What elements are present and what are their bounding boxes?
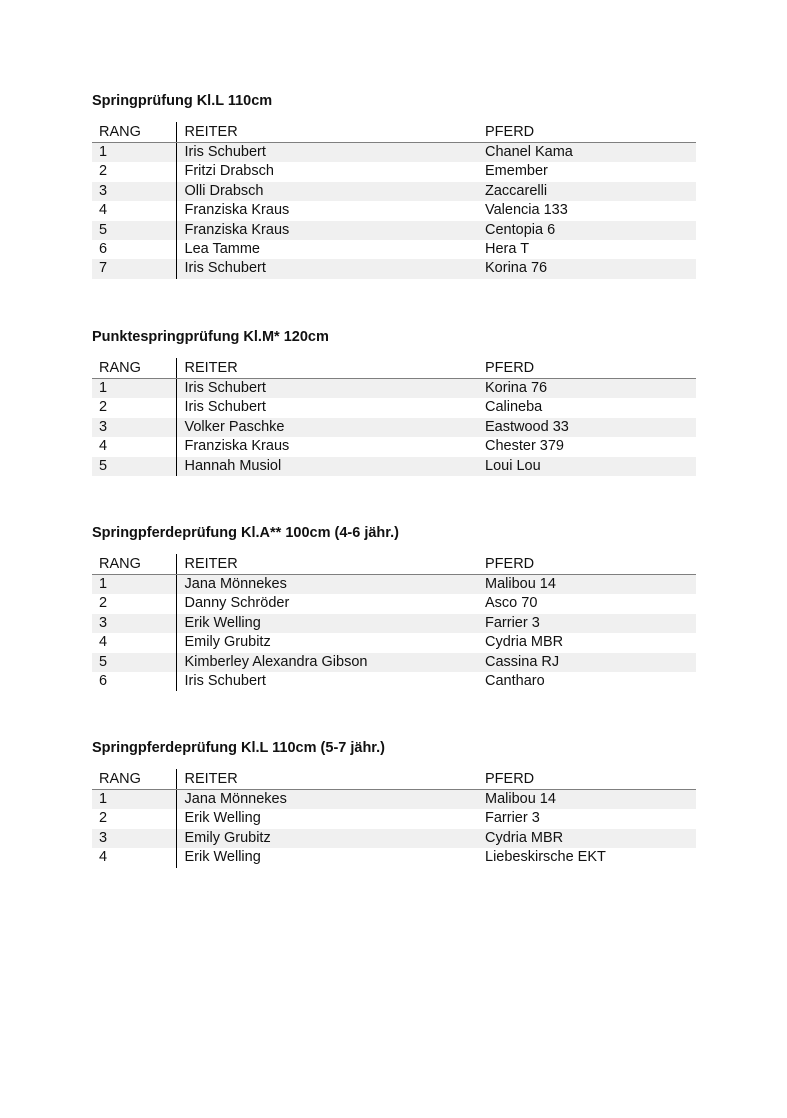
cell-reiter: Danny Schröder: [176, 594, 478, 613]
cell-pferd: Cydria MBR: [478, 633, 696, 652]
cell-rang: 3: [92, 182, 176, 201]
cell-pferd: Cassina RJ: [478, 653, 696, 672]
table-row: [92, 848, 696, 867]
results-section: [92, 739, 696, 866]
cell-pferd: Cantharo: [478, 672, 696, 691]
cell-rang: 4: [92, 633, 176, 652]
column-header-pferd: PFERD: [478, 358, 696, 379]
cell-pferd: Korina 76: [478, 379, 696, 399]
cell-reiter: Kimberley Alexandra Gibson: [176, 653, 478, 672]
section-title: Springprüfung Kl.L 110cm: [92, 93, 273, 109]
table-row: [92, 457, 696, 476]
cell-reiter: Jana Mönnekes: [176, 575, 478, 595]
table-header-row: [92, 769, 696, 790]
column-header-reiter: REITER: [176, 358, 478, 379]
column-header-rang: RANG: [92, 769, 176, 790]
cell-reiter: Iris Schubert: [176, 259, 478, 278]
cell-pferd: Loui Lou: [478, 457, 696, 476]
section-title: Springpferdeprüfung Kl.A** 100cm (4-6 jähr.): [92, 525, 399, 541]
cell-pferd: Eastwood 33: [478, 418, 696, 437]
cell-pferd: Valencia 133: [478, 201, 696, 220]
table-row: [92, 398, 696, 417]
results-table: [92, 769, 696, 868]
table-row: [92, 790, 696, 810]
cell-reiter: Franziska Kraus: [176, 437, 478, 456]
cell-pferd: Korina 76: [478, 259, 696, 278]
cell-rang: 6: [92, 672, 176, 691]
cell-rang: 4: [92, 848, 176, 867]
cell-rang: 2: [92, 594, 176, 613]
column-header-rang: RANG: [92, 358, 176, 379]
results-table: [92, 554, 696, 691]
cell-pferd: Zaccarelli: [478, 182, 696, 201]
cell-rang: 1: [92, 143, 176, 163]
cell-rang: 3: [92, 614, 176, 633]
table-row: [92, 594, 696, 613]
column-header-pferd: PFERD: [478, 122, 696, 143]
column-header-reiter: REITER: [176, 122, 478, 143]
cell-rang: 1: [92, 379, 176, 399]
cell-reiter: Emily Grubitz: [176, 829, 478, 848]
table-row: [92, 221, 696, 240]
cell-pferd: Farrier 3: [478, 809, 696, 828]
section-title: Springpferdeprüfung Kl.L 110cm (5-7 jähr.): [92, 740, 386, 756]
cell-pferd: Centopia 6: [478, 221, 696, 240]
results-section: [92, 524, 696, 690]
cell-reiter: Erik Welling: [176, 809, 478, 828]
results-table: [92, 122, 696, 279]
cell-reiter: Iris Schubert: [176, 143, 478, 163]
cell-reiter: Emily Grubitz: [176, 633, 478, 652]
cell-pferd: Liebeskirsche EKT: [478, 848, 696, 867]
cell-reiter: Erik Welling: [176, 614, 478, 633]
cell-reiter: Jana Mönnekes: [176, 790, 478, 810]
table-row: [92, 143, 696, 163]
table-row: [92, 418, 696, 437]
cell-pferd: Calineba: [478, 398, 696, 417]
table-row: [92, 379, 696, 399]
cell-rang: 2: [92, 398, 176, 417]
table-row: [92, 575, 696, 595]
table-row: [92, 162, 696, 181]
cell-pferd: Malibou 14: [478, 575, 696, 595]
cell-pferd: Chanel Kama: [478, 143, 696, 163]
cell-reiter: Hannah Musiol: [176, 457, 478, 476]
cell-reiter: Franziska Kraus: [176, 201, 478, 220]
cell-rang: 1: [92, 790, 176, 810]
cell-rang: 4: [92, 201, 176, 220]
cell-reiter: Volker Paschke: [176, 418, 478, 437]
cell-rang: 4: [92, 437, 176, 456]
cell-pferd: Emember: [478, 162, 696, 181]
cell-pferd: Cydria MBR: [478, 829, 696, 848]
results-section: [92, 92, 696, 277]
results-table: [92, 358, 696, 476]
cell-reiter: Fritzi Drabsch: [176, 162, 478, 181]
table-header-row: [92, 122, 696, 143]
table-row: [92, 672, 696, 691]
table-header-row: [92, 358, 696, 379]
cell-reiter: Iris Schubert: [176, 672, 478, 691]
cell-reiter: Lea Tamme: [176, 240, 478, 259]
cell-reiter: Franziska Kraus: [176, 221, 478, 240]
cell-rang: 5: [92, 457, 176, 476]
cell-rang: 6: [92, 240, 176, 259]
table-row: [92, 259, 696, 278]
cell-reiter: Erik Welling: [176, 848, 478, 867]
table-row: [92, 182, 696, 201]
table-row: [92, 633, 696, 652]
column-header-pferd: PFERD: [478, 554, 696, 575]
table-row: [92, 614, 696, 633]
column-header-pferd: PFERD: [478, 769, 696, 790]
table-row: [92, 240, 696, 259]
table-row: [92, 201, 696, 220]
cell-reiter: Iris Schubert: [176, 398, 478, 417]
cell-pferd: Farrier 3: [478, 614, 696, 633]
column-header-reiter: REITER: [176, 769, 478, 790]
cell-pferd: Asco 70: [478, 594, 696, 613]
table-row: [92, 809, 696, 828]
cell-pferd: Hera T: [478, 240, 696, 259]
cell-pferd: Chester 379: [478, 437, 696, 456]
results-section: [92, 328, 696, 474]
cell-pferd: Malibou 14: [478, 790, 696, 810]
table-row: [92, 653, 696, 672]
cell-rang: 7: [92, 259, 176, 278]
cell-rang: 3: [92, 418, 176, 437]
table-row: [92, 829, 696, 848]
cell-rang: 5: [92, 221, 176, 240]
column-header-rang: RANG: [92, 122, 176, 143]
column-header-rang: RANG: [92, 554, 176, 575]
cell-rang: 3: [92, 829, 176, 848]
cell-reiter: Olli Drabsch: [176, 182, 478, 201]
cell-rang: 2: [92, 809, 176, 828]
table-header-row: [92, 554, 696, 575]
cell-rang: 2: [92, 162, 176, 181]
cell-rang: 1: [92, 575, 176, 595]
cell-rang: 5: [92, 653, 176, 672]
column-header-reiter: REITER: [176, 554, 478, 575]
table-row: [92, 437, 696, 456]
cell-reiter: Iris Schubert: [176, 379, 478, 399]
section-title: Punktespringprüfung Kl.M* 120cm: [92, 329, 329, 345]
